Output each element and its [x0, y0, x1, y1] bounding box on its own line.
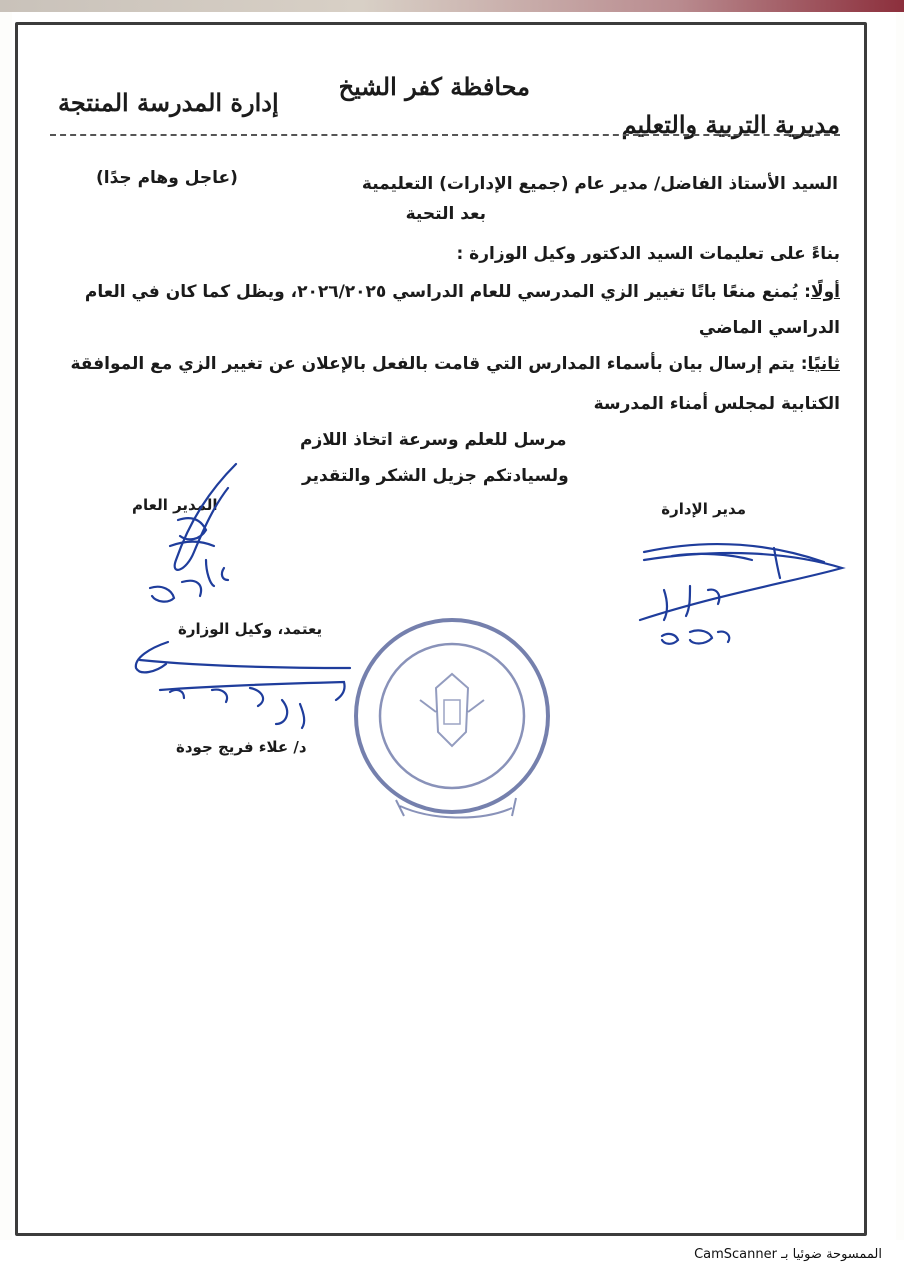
- scan-edge: [0, 0, 904, 12]
- general-manager-label: المدير العام: [132, 496, 218, 514]
- first-point-continued: الدراسي الماضي: [698, 318, 840, 338]
- addressee-line: السيد الأستاذ الفاضل/ مدير عام (جميع الإدارات) التعليمية: [361, 174, 838, 194]
- header-divider: [50, 134, 840, 136]
- signatory-name: د/ علاء فريج جودة: [176, 738, 307, 756]
- second-point: [70, 354, 840, 374]
- department-heading: إدارة المدرسة المنتجة: [58, 88, 279, 117]
- first-point-label: أولًا: [810, 282, 840, 302]
- first-point-text: : يُمنع منعًا باتًا تغيير الزي المدرسي للعام الدراسي ٢٠٢٦/٢٠٢٥، ويظل كما كان في العام: [84, 282, 811, 302]
- second-point-text: : يتم إرسال بيان بأسماء المدارس التي قامت بالفعل بالإعلان عن تغيير الزي مع الموافقة: [70, 354, 808, 374]
- directorate-heading: مديرية التربية والتعليم: [621, 110, 840, 139]
- greeting-line: بعد التحية: [405, 204, 486, 224]
- urgency-label: (عاجل وهام جدًا): [96, 168, 238, 188]
- closing-line-2: ولسيادتكم جزيل الشكر والتقدير: [302, 466, 569, 486]
- first-point: [85, 282, 840, 302]
- second-point-continued: الكتابية لمجلس أمناء المدرسة: [593, 394, 840, 414]
- intro-line: بناءً على تعليمات السيد الدكتور وكيل الوزارة :: [456, 244, 840, 264]
- second-point-label: ثانيًا: [807, 354, 840, 374]
- camscanner-watermark: الممسوحة ضوئيا بـ CamScanner: [694, 1247, 882, 1262]
- closing-line-1: مرسل للعلم وسرعة اتخاذ اللازم: [300, 430, 567, 450]
- governorate-heading: محافظة كفر الشيخ: [338, 72, 530, 101]
- approval-label: يعتمد، وكيل الوزارة: [178, 620, 323, 638]
- admin-manager-label: مدير الإدارة: [661, 500, 746, 518]
